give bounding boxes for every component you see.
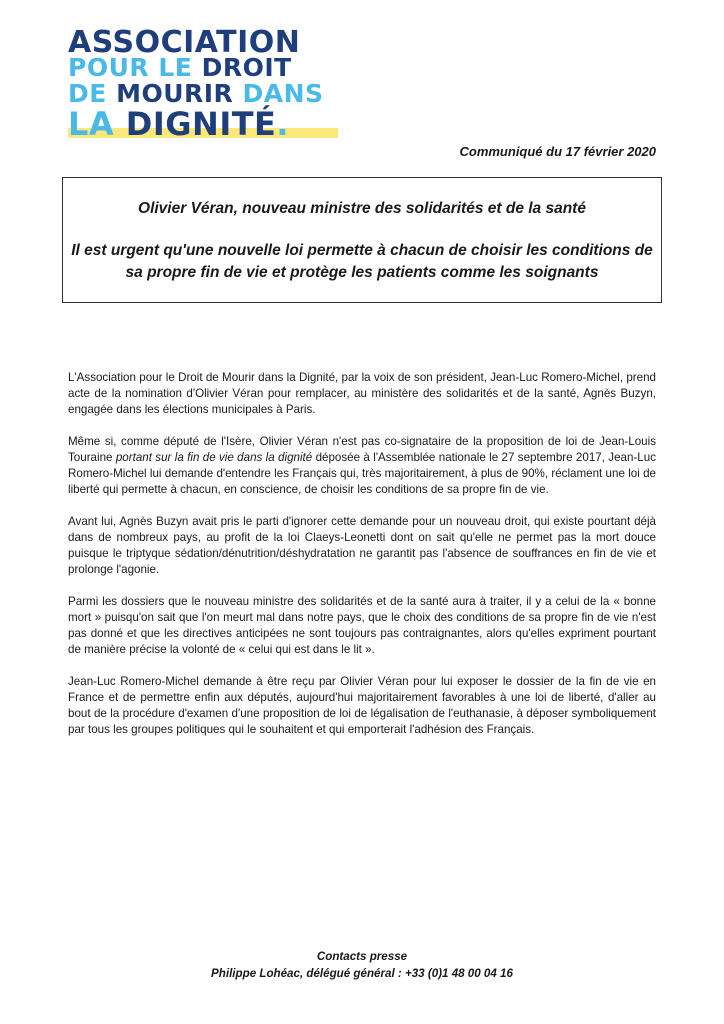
- headline-title: Olivier Véran, nouveau ministre des solidarités et de la santé: [138, 200, 586, 217]
- bill-title: portant sur la fin de vie dans la dignité: [115, 451, 313, 464]
- paragraph-3: Avant lui, Agnès Buzyn avait pris le parti d'ignorer cette demande pour un nouveau droit, qui existe pourtant déjà dans de nombreux pays, au profit de la loi Claeys-Leonetti dont on sait qu'elle ne permet pas la mort douce puisque le triptyque sédation/dénutrition/déshydratation ne garantit pas l'absence de souffrances en fin de vie et prolonge l'agonie.: [68, 515, 656, 576]
- headline-subtitle: Il est urgent qu'une nouvelle loi permette à chacun de choisir les conditions de sa propre fin de vie et protège les patients comme les soignants: [71, 242, 653, 281]
- contacts-line: Philippe Lohéac, délégué général : +33 (0)1 48 00 04 16: [211, 967, 513, 980]
- press-contacts: [0, 948, 724, 982]
- press-release-body: [68, 370, 656, 754]
- association-logo: [68, 25, 358, 143]
- paragraph-2: Même si, comme député de l'Isère, Olivier Véran n'est pas co-signataire de la proposition de loi de Jean-Louis Touraine portant sur la fin de vie dans la dignité déposée à l'Assemblée nationale le 27 septembre 2017, Jean-Luc Romero-Michel lui demande d'entendre les Français qui, très majoritairement, à plus de 90%, réclament une loi de liberté qui permette à chacun, en conscience, de choisir les conditions de sa propre fin de vie.: [68, 435, 656, 496]
- paragraph-5: Jean-Luc Romero-Michel demande à être reçu par Olivier Véran pour lui exposer le dossier de la fin de vie en France et de permettre enfin aux députés, aujourd'hui majoritairement favorables à une loi de liberté, d'aller au bout de la procédure d'examen d'une proposition de loi de légalisation de l'euthanasie, à déposer symboliquement par tous les groupes politiques qui le souhaitent et qui emporterait l'adhésion des Français.: [68, 675, 656, 736]
- logo-line-4: LA DIGNITÉ.: [68, 108, 358, 138]
- contacts-heading: Contacts presse: [316, 950, 408, 963]
- release-date: Communiqué du 17 février 2020: [459, 144, 656, 159]
- paragraph-4: Parmi les dossiers que le nouveau ministre des solidarités et de la santé aura à traiter, il y a celui de la « bonne mort » puisqu'on sait que l'on meurt mal dans notre pays, que le choix des conditions de sa propre fin de vie n'est pas donné et que les directives anticipées ne sont toujours pas contraignantes, alors qu'elles expriment pourtant de manière précise la volonté de « celui qui est dans le lit ».: [68, 595, 656, 656]
- headline-box: [62, 177, 662, 303]
- paragraph-1: L'Association pour le Droit de Mourir dans la Dignité, par la voix de son président, Jean-Luc Romero-Michel, prend acte de la nomination d'Olivier Véran pour remplacer, au ministère des solidarités et de la santé, Agnès Buzyn, engagée dans les élections municipales à Paris.: [68, 371, 656, 416]
- logo-line-2: POUR LE DROIT: [68, 53, 292, 82]
- logo-line-1: ASSOCIATION: [68, 25, 301, 60]
- logo-line-3: DE MOURIR DANS: [68, 79, 324, 108]
